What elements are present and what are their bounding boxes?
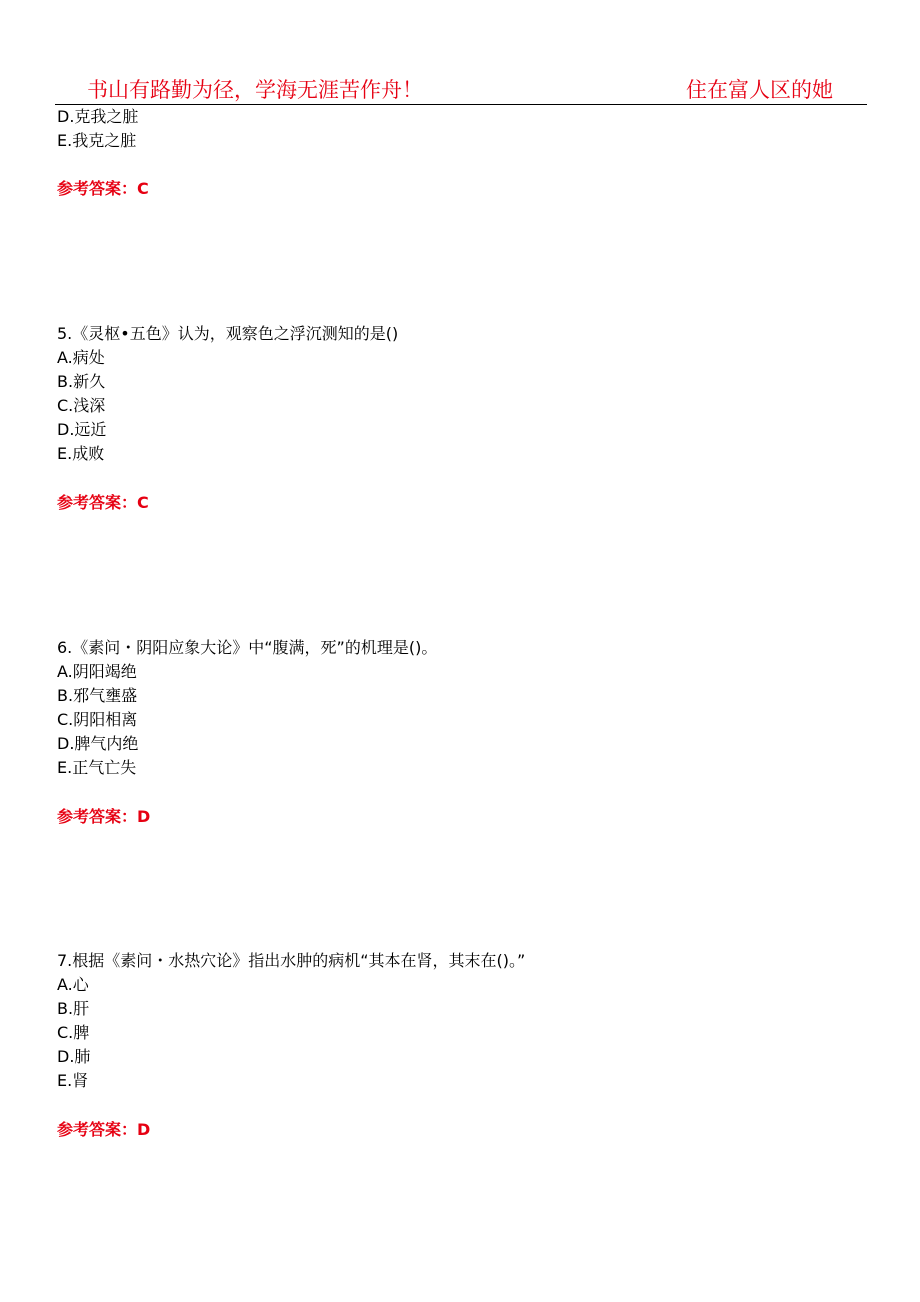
option-d: D.克我之脏: [57, 107, 139, 126]
option-a: A.心: [57, 975, 89, 994]
option-c: C.阴阳相离: [57, 710, 138, 729]
answer-value: D: [137, 1120, 151, 1139]
option-e: E.正气亡失: [57, 758, 137, 777]
option-c: C.脾: [57, 1023, 90, 1042]
answer-label: 参考答案：: [57, 807, 138, 826]
option-d: D.肺: [57, 1047, 91, 1066]
answer-label: 参考答案：: [57, 493, 138, 512]
option-d: D.远近: [57, 420, 107, 439]
option-e: E.成败: [57, 444, 105, 463]
answer-value: D: [137, 807, 151, 826]
option-a: A.阴阳竭绝: [57, 662, 137, 681]
answer-line: [57, 806, 150, 828]
answer-line: [57, 178, 149, 200]
page-header: [55, 66, 867, 105]
answer-label: 参考答案：: [57, 179, 138, 198]
question-stem: 6.《素问・阴阳应象大论》中“腹满，死”的机理是()。: [57, 638, 438, 657]
answer-value: C: [137, 179, 149, 198]
option-e: E.肾: [57, 1071, 89, 1090]
option-b: B.肝: [57, 999, 90, 1018]
option-e: E.我克之脏: [57, 131, 137, 150]
answer-line: [57, 1119, 150, 1141]
question-stem: 7.根据《素问・水热穴论》指出水肿的病机“其本在肾，其末在()。”: [57, 951, 526, 970]
option-c: C.浅深: [57, 396, 106, 415]
answer-value: C: [137, 493, 149, 512]
header-author: 住在富人区的她: [686, 78, 833, 102]
answer-line: [57, 492, 149, 514]
option-a: A.病处: [57, 348, 105, 367]
question-stem: 5.《灵枢•五色》认为，观察色之浮沉测知的是(): [57, 324, 399, 343]
header-motto: 书山有路勤为径，学海无涯苦作舟！: [87, 78, 423, 102]
answer-label: 参考答案：: [57, 1120, 138, 1139]
option-b: B.邪气壅盛: [57, 686, 138, 705]
option-b: B.新久: [57, 372, 106, 391]
option-d: D.脾气内绝: [57, 734, 139, 753]
